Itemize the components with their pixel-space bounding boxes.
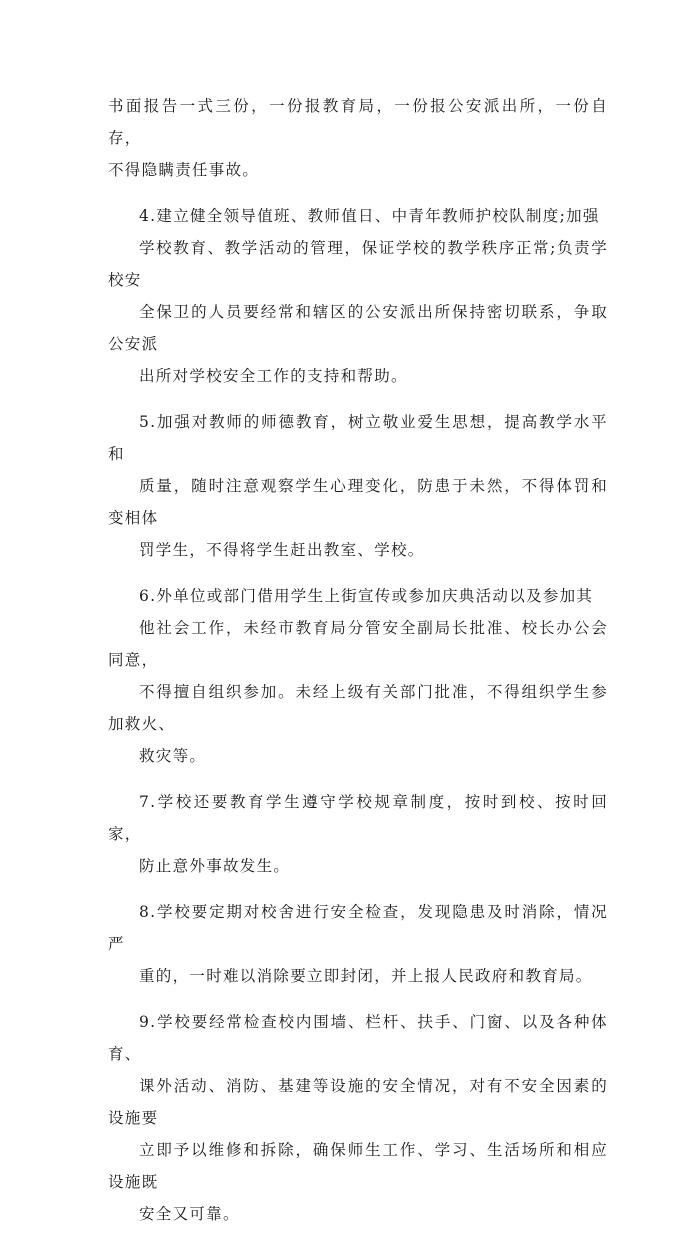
text-line: 不得擅自组织参加。未经上级有关部门批准，不得组织学生参加救火、 [108, 683, 608, 733]
text-line: 7.学校还要教育学生遵守学校规章制度，按时到校、按时回家， [108, 793, 608, 843]
paragraph-item-4 [108, 200, 608, 392]
text-line: 救灾等。 [139, 747, 207, 765]
text-line: 出所对学校安全工作的支持和帮助。 [139, 367, 408, 385]
paragraph-item-6 [108, 580, 608, 772]
text-line: 罚学生，不得将学生赶出教室、学校。 [139, 541, 425, 559]
text-line: 防止意外事故发生。 [139, 857, 291, 875]
text-line: 学校教育、教学活动的管理，保证学校的教学秩序正常;负责学校安 [108, 239, 608, 289]
text-line: 质量，随时注意观察学生心理变化，防患于未然，不得体罚和变相体 [108, 477, 608, 527]
paragraph-item-8 [108, 896, 608, 992]
text-line: 他社会工作，未经市教育局分管安全副局长批准、校长办公会同意， [108, 619, 608, 669]
text-line: 9.学校要经常检查校内围墙、栏杆、扶手、门窗、以及各种体育、 [108, 1013, 608, 1063]
document-body [108, 90, 608, 1244]
text-line: 安全又可靠。 [139, 1205, 240, 1223]
text-line: 4.建立健全领导值班、教师值日、中青年教师护校队制度;加强 [139, 207, 600, 225]
text-line: 重的，一时难以消除要立即封闭，并上报人民政府和教育局。 [139, 967, 593, 985]
text-line: 全保卫的人员要经常和辖区的公安派出所保持密切联系，争取公安派 [108, 303, 608, 353]
paragraph-item-9 [108, 1006, 608, 1230]
paragraph-item-5 [108, 406, 608, 566]
text-line: 5.加强对教师的师德教育，树立敬业爱生思想，提高教学水平和 [108, 413, 608, 463]
paragraph-continuation [108, 90, 608, 186]
text-line: 8.学校要定期对校舍进行安全检查，发现隐患及时消除，情况严 [108, 903, 608, 953]
text-line: 课外活动、消防、基建等设施的安全情况，对有不安全因素的设施要 [108, 1077, 608, 1127]
text-line: 6.外单位或部门借用学生上街宣传或参加庆典活动以及参加其 [139, 587, 594, 605]
text-line: 立即予以维修和拆除，确保师生工作、学习、生活场所和相应设施既 [108, 1141, 608, 1191]
text-line: 不得隐瞒责任事故。 [108, 161, 260, 179]
text-line: 书面报告一式三份，一份报教育局，一份报公安派出所，一份自存， [108, 97, 608, 147]
paragraph-item-7 [108, 786, 608, 882]
